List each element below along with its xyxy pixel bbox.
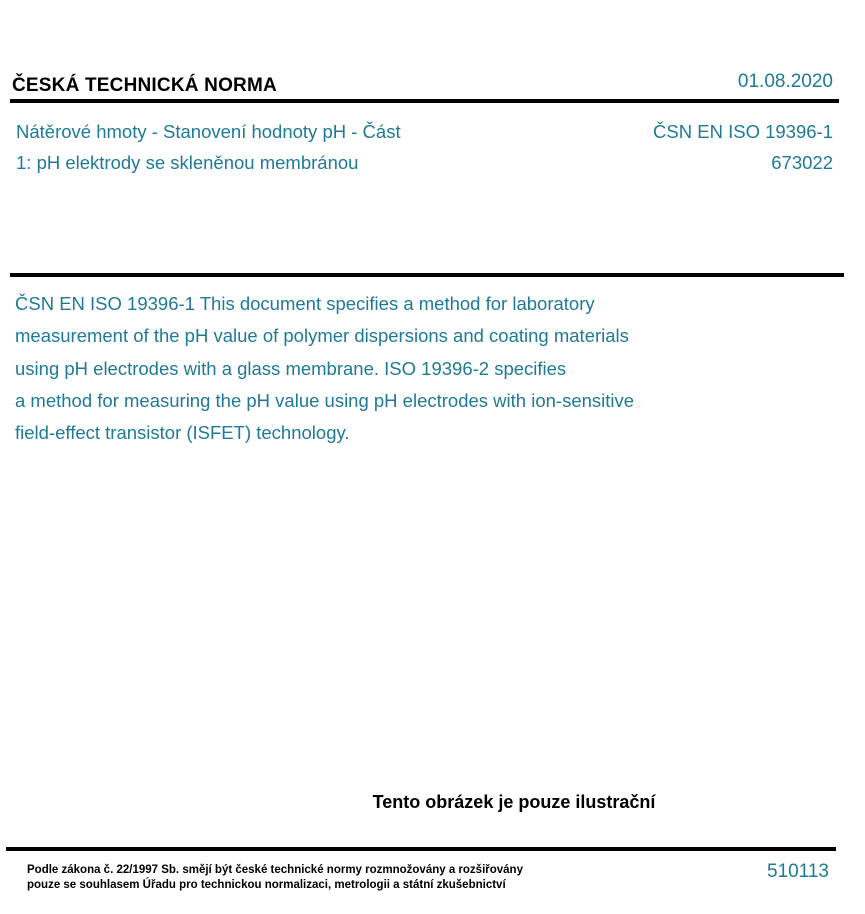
classification-code: 673022: [771, 152, 833, 173]
standard-designation: ČSN EN ISO 19396-1: [653, 121, 833, 142]
publication-date: 01.08.2020: [737, 71, 833, 92]
header-divider: [10, 99, 839, 103]
description-line: using pH electrodes with a glass membrane. ISO 19396-2 specifies: [15, 357, 567, 379]
description: [15, 288, 755, 449]
section-divider: [10, 273, 844, 277]
description-line: ČSN EN ISO 19396-1 This document specifies a method for laboratory: [15, 293, 595, 314]
description-line: measurement of the pH value of polymer dispersions and coating materials: [15, 325, 629, 347]
standard-title-line-2: 1: pH elektrody se skleněnou membránou: [16, 152, 359, 173]
standard-codes: [653, 116, 833, 178]
norm-label: ČESKÁ TECHNICKÁ NORMA: [12, 75, 277, 96]
legal-notice: [27, 863, 523, 893]
footer-divider: [6, 847, 836, 851]
legal-notice-line-2: pouze se souhlasem Úřadu pro technickou normalizaci, metrologii a státní zkušebnictví: [27, 879, 506, 891]
legal-notice-line-1: Podle zákona č. 22/1997 Sb. smějí být české technické normy rozmnožovány a rozšiřovány: [27, 864, 523, 876]
description-line: field-effect transistor (ISFET) technology.: [15, 422, 350, 444]
footer-code: 510113: [767, 861, 829, 882]
standard-title: [16, 116, 486, 178]
standard-title-line-1: Nátěrové hmoty - Stanovení hodnoty pH - Část: [16, 121, 401, 142]
illustration-note: Tento obrázek je pouze ilustrační: [372, 792, 656, 812]
description-line: a method for measuring the pH value using pH electrodes with ion-sensitive: [15, 389, 635, 411]
